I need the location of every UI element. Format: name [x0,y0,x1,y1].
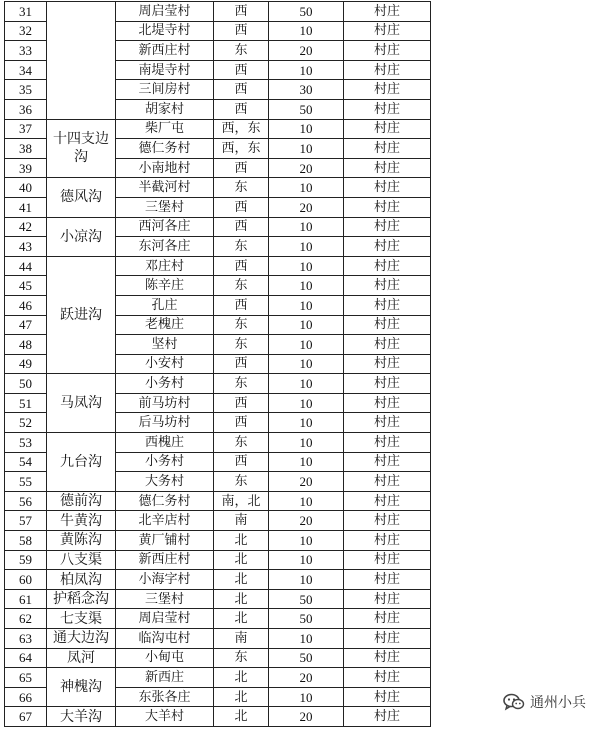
row-number-cell: 55 [5,472,47,492]
table-row [5,668,431,688]
row-number-cell: 62 [5,609,47,629]
side-cell: 西 [214,217,269,237]
side-cell: 西 [214,393,269,413]
table-row [5,217,431,237]
ditch-name-cell: 九台沟 [47,433,116,492]
village-cell: 大羊村 [116,707,214,727]
row-number-cell: 52 [5,413,47,433]
distance-cell: 20 [269,511,344,531]
side-cell: 北 [214,687,269,707]
type-cell: 村庄 [344,491,431,511]
row-number-cell: 60 [5,570,47,590]
village-cell: 周启莹村 [116,609,214,629]
type-cell: 村庄 [344,41,431,61]
type-cell: 村庄 [344,609,431,629]
type-cell: 村庄 [344,531,431,551]
village-cell: 西河各庄 [116,217,214,237]
distance-cell: 10 [269,21,344,41]
distance-cell: 10 [269,452,344,472]
ditch-name-cell: 黄陈沟 [47,531,116,551]
ditch-name-cell: 小凉沟 [47,217,116,256]
village-cell: 坚村 [116,335,214,355]
side-cell: 北 [214,589,269,609]
row-number-cell: 35 [5,80,47,100]
side-cell: 南，北 [214,491,269,511]
type-cell: 村庄 [344,178,431,198]
village-cell: 黄厂铺村 [116,531,214,551]
table-body [5,2,431,727]
village-cell: 小务村 [116,374,214,394]
side-cell: 西 [214,158,269,178]
side-cell: 西 [214,354,269,374]
type-cell: 村庄 [344,119,431,139]
distance-cell: 20 [269,472,344,492]
village-cell: 后马坊村 [116,413,214,433]
side-cell: 西 [214,80,269,100]
side-cell: 西，东 [214,139,269,159]
type-cell: 村庄 [344,511,431,531]
distance-cell: 10 [269,276,344,296]
side-cell: 西 [214,197,269,217]
village-cell: 三堡村 [116,589,214,609]
distance-cell: 10 [269,374,344,394]
ditch-name-cell: 十四支边沟 [47,119,116,178]
side-cell: 西 [214,2,269,22]
distance-cell: 10 [269,178,344,198]
ditch-name-cell: 护稻念沟 [47,589,116,609]
row-number-cell: 31 [5,2,47,22]
village-cell: 西槐庄 [116,433,214,453]
distance-cell: 10 [269,491,344,511]
type-cell: 村庄 [344,158,431,178]
watermark [503,691,586,713]
table-row [5,550,431,570]
row-number-cell: 53 [5,433,47,453]
row-number-cell: 39 [5,158,47,178]
row-number-cell: 32 [5,21,47,41]
row-number-cell: 47 [5,315,47,335]
type-cell: 村庄 [344,295,431,315]
table-row [5,433,431,453]
ditch-name-cell: 德风沟 [47,178,116,217]
row-number-cell: 44 [5,256,47,276]
distance-cell: 10 [269,354,344,374]
type-cell: 村庄 [344,550,431,570]
type-cell: 村庄 [344,707,431,727]
distance-cell: 50 [269,648,344,668]
side-cell: 西 [214,60,269,80]
ditch-name-cell: 大羊沟 [47,707,116,727]
side-cell: 北 [214,570,269,590]
side-cell: 南 [214,511,269,531]
table-row [5,589,431,609]
distance-cell: 50 [269,589,344,609]
distance-cell: 20 [269,41,344,61]
row-number-cell: 36 [5,99,47,119]
distance-cell: 10 [269,295,344,315]
village-cell: 老槐庄 [116,315,214,335]
distance-cell: 10 [269,550,344,570]
row-number-cell: 41 [5,197,47,217]
side-cell: 东 [214,237,269,257]
type-cell: 村庄 [344,315,431,335]
village-cell: 东河各庄 [116,237,214,257]
side-cell: 西 [214,452,269,472]
ditch-name-cell: 牛黄沟 [47,511,116,531]
distance-cell: 10 [269,139,344,159]
row-number-cell: 67 [5,707,47,727]
village-cell: 德仁务村 [116,491,214,511]
row-number-cell: 59 [5,550,47,570]
row-number-cell: 56 [5,491,47,511]
distance-cell: 50 [269,609,344,629]
type-cell: 村庄 [344,21,431,41]
village-cell: 邓庄村 [116,256,214,276]
row-number-cell: 45 [5,276,47,296]
village-cell: 半截河村 [116,178,214,198]
village-table [4,1,431,727]
ditch-name-cell: 神槐沟 [47,668,116,707]
village-cell: 小南地村 [116,158,214,178]
type-cell: 村庄 [344,413,431,433]
row-number-cell: 50 [5,374,47,394]
side-cell: 东 [214,315,269,335]
row-number-cell: 42 [5,217,47,237]
row-number-cell: 48 [5,335,47,355]
watermark-text: 通州小兵 [530,695,586,711]
row-number-cell: 61 [5,589,47,609]
type-cell: 村庄 [344,99,431,119]
row-number-cell: 57 [5,511,47,531]
side-cell: 南 [214,629,269,649]
side-cell: 东 [214,648,269,668]
distance-cell: 10 [269,531,344,551]
side-cell: 西 [214,295,269,315]
ditch-name-cell: 八支渠 [47,550,116,570]
wechat-icon [503,693,525,711]
distance-cell: 10 [269,335,344,355]
ditch-name-cell: 德前沟 [47,491,116,511]
row-number-cell: 38 [5,139,47,159]
distance-cell: 10 [269,315,344,335]
village-cell: 新西庄 [116,668,214,688]
type-cell: 村庄 [344,433,431,453]
type-cell: 村庄 [344,668,431,688]
type-cell: 村庄 [344,629,431,649]
village-cell: 大务村 [116,472,214,492]
type-cell: 村庄 [344,217,431,237]
table-row [5,511,431,531]
type-cell: 村庄 [344,354,431,374]
table-row [5,178,431,198]
row-number-cell: 63 [5,629,47,649]
side-cell: 东 [214,433,269,453]
type-cell: 村庄 [344,687,431,707]
side-cell: 东 [214,41,269,61]
type-cell: 村庄 [344,374,431,394]
distance-cell: 50 [269,99,344,119]
village-cell: 东张各庄 [116,687,214,707]
side-cell: 西 [214,21,269,41]
table-row [5,629,431,649]
distance-cell: 10 [269,237,344,257]
distance-cell: 10 [269,60,344,80]
side-cell: 西 [214,413,269,433]
distance-cell: 10 [269,393,344,413]
row-number-cell: 65 [5,668,47,688]
ditch-name-cell: 通大边沟 [47,629,116,649]
row-number-cell: 33 [5,41,47,61]
village-cell: 新西庄村 [116,41,214,61]
village-cell: 前马坊村 [116,393,214,413]
type-cell: 村庄 [344,60,431,80]
village-cell: 三间房村 [116,80,214,100]
type-cell: 村庄 [344,452,431,472]
side-cell: 东 [214,178,269,198]
side-cell: 东 [214,276,269,296]
distance-cell: 20 [269,668,344,688]
ditch-name-cell: 凤河 [47,648,116,668]
type-cell: 村庄 [344,589,431,609]
side-cell: 西 [214,256,269,276]
ditch-name-cell: 跃进沟 [47,256,116,374]
type-cell: 村庄 [344,197,431,217]
row-number-cell: 40 [5,178,47,198]
table-row [5,491,431,511]
distance-cell: 10 [269,119,344,139]
village-cell: 三堡村 [116,197,214,217]
village-cell: 临沟屯村 [116,629,214,649]
row-number-cell: 37 [5,119,47,139]
table-row [5,374,431,394]
type-cell: 村庄 [344,80,431,100]
table-row [5,531,431,551]
table-row [5,707,431,727]
side-cell: 北 [214,531,269,551]
type-cell: 村庄 [344,2,431,22]
village-cell: 新西庄村 [116,550,214,570]
distance-cell: 10 [269,256,344,276]
distance-cell: 30 [269,80,344,100]
row-number-cell: 51 [5,393,47,413]
table-row [5,2,431,22]
side-cell: 东 [214,374,269,394]
row-number-cell: 46 [5,295,47,315]
table-row [5,648,431,668]
row-number-cell: 54 [5,452,47,472]
type-cell: 村庄 [344,335,431,355]
distance-cell: 20 [269,158,344,178]
ditch-name-cell [47,2,116,120]
distance-cell: 20 [269,197,344,217]
type-cell: 村庄 [344,256,431,276]
table-row [5,609,431,629]
village-cell: 小海字村 [116,570,214,590]
type-cell: 村庄 [344,237,431,257]
side-cell: 东 [214,472,269,492]
type-cell: 村庄 [344,648,431,668]
village-cell: 小甸屯 [116,648,214,668]
ditch-name-cell: 柏凤沟 [47,570,116,590]
distance-cell: 10 [269,217,344,237]
ditch-name-cell: 七支渠 [47,609,116,629]
distance-cell: 10 [269,413,344,433]
village-cell: 周启莹村 [116,2,214,22]
distance-cell: 10 [269,629,344,649]
side-cell: 北 [214,550,269,570]
table-row [5,256,431,276]
type-cell: 村庄 [344,139,431,159]
distance-cell: 10 [269,433,344,453]
type-cell: 村庄 [344,393,431,413]
row-number-cell: 49 [5,354,47,374]
village-cell: 北辛店村 [116,511,214,531]
side-cell: 北 [214,609,269,629]
village-cell: 北堤寺村 [116,21,214,41]
side-cell: 北 [214,668,269,688]
village-cell: 孔庄 [116,295,214,315]
row-number-cell: 43 [5,237,47,257]
table-row [5,119,431,139]
distance-cell: 20 [269,707,344,727]
distance-cell: 10 [269,687,344,707]
distance-cell: 10 [269,570,344,590]
row-number-cell: 66 [5,687,47,707]
distance-cell: 50 [269,2,344,22]
row-number-cell: 58 [5,531,47,551]
village-cell: 南堤寺村 [116,60,214,80]
village-cell: 小安村 [116,354,214,374]
village-cell: 陈辛庄 [116,276,214,296]
row-number-cell: 34 [5,60,47,80]
village-cell: 胡家村 [116,99,214,119]
ditch-name-cell: 马凤沟 [47,374,116,433]
side-cell: 西 [214,99,269,119]
village-cell: 柴厂屯 [116,119,214,139]
table-row [5,570,431,590]
type-cell: 村庄 [344,570,431,590]
side-cell: 东 [214,335,269,355]
side-cell: 北 [214,707,269,727]
type-cell: 村庄 [344,276,431,296]
type-cell: 村庄 [344,472,431,492]
side-cell: 西，东 [214,119,269,139]
village-cell: 小务村 [116,452,214,472]
row-number-cell: 64 [5,648,47,668]
village-cell: 德仁务村 [116,139,214,159]
